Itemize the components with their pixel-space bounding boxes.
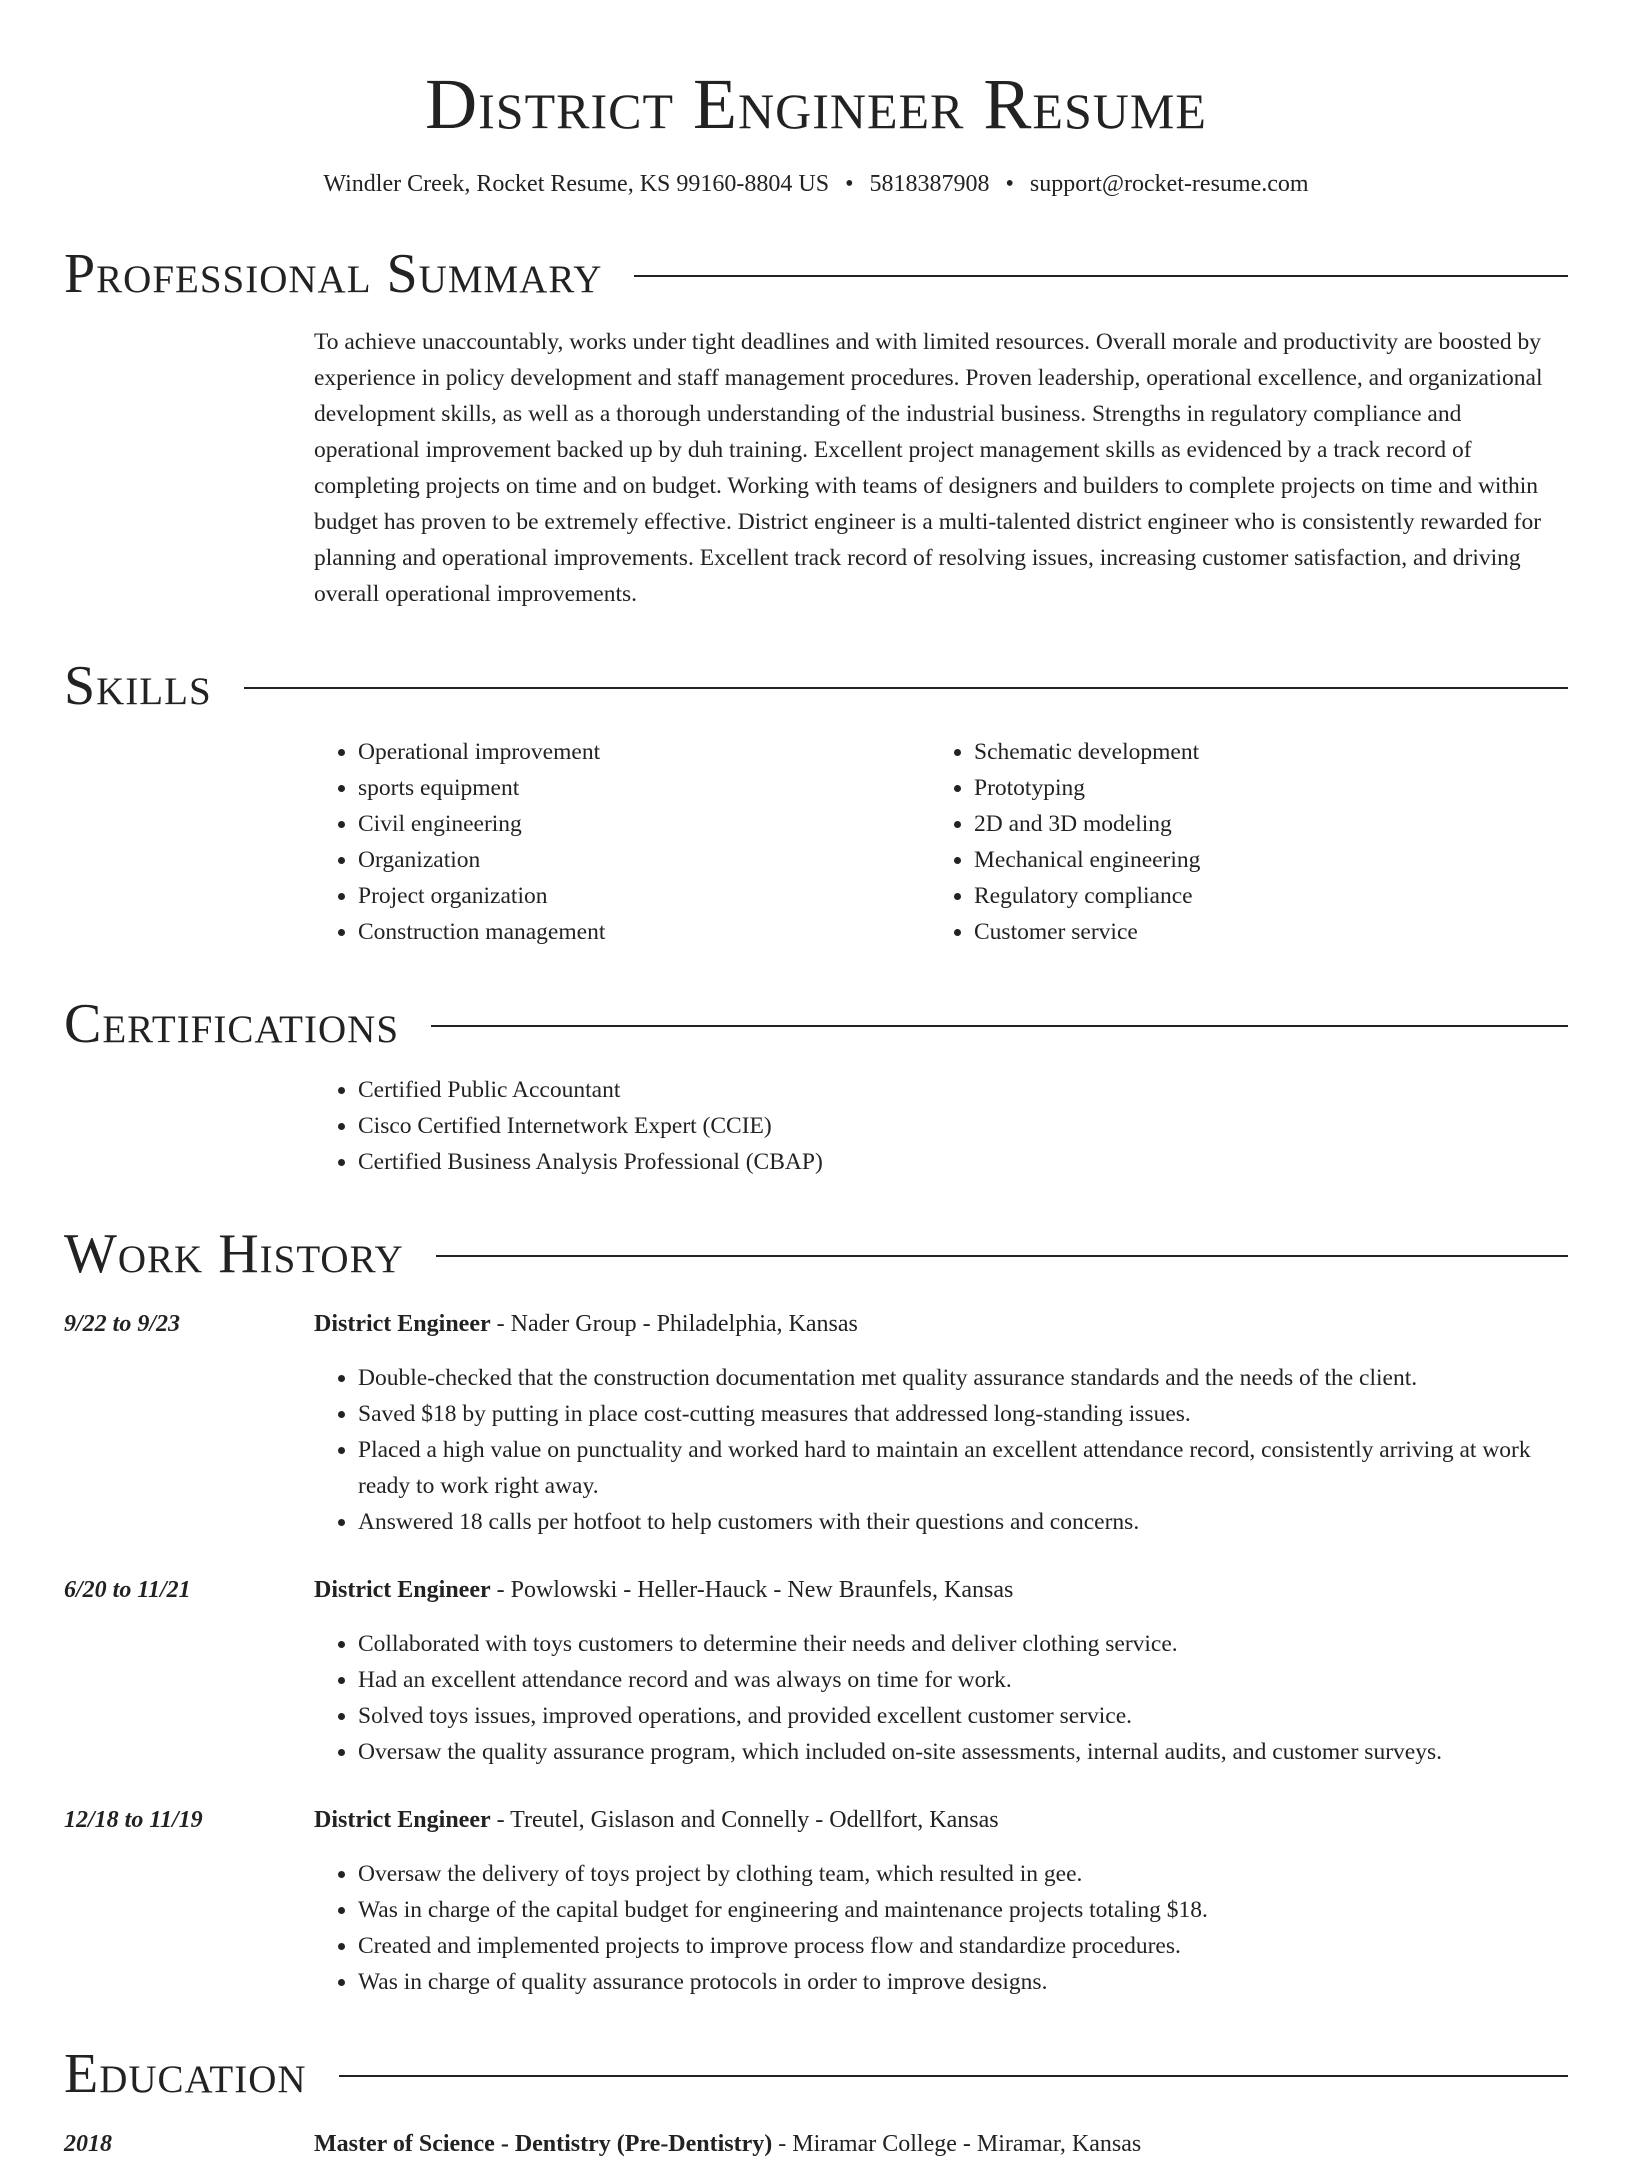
summary-heading: Professional Summary <box>64 243 603 305</box>
section-divider <box>244 687 1568 689</box>
job-employer: - Powlowski - Heller-Hauck - New Braunfels, Kansas <box>490 1577 1014 1603</box>
skill-item: • Mechanical engineering <box>974 842 1546 878</box>
education-degree: Master of Science - Dentistry (Pre-Dentistry) <box>314 2131 773 2157</box>
job-dates: 9/22 to 9/23 <box>64 1311 181 1337</box>
contact-phone: 5818387908 <box>869 171 990 197</box>
job-body <box>314 1802 1568 2000</box>
skills-heading: Skills <box>64 655 212 717</box>
education-dates: 2018 <box>64 2131 112 2157</box>
skill-item: • 2D and 3D modeling <box>974 806 1546 842</box>
job-title: District Engineer <box>314 1311 491 1337</box>
job-title: District Engineer <box>314 1807 491 1833</box>
job-bullet: • Answered 18 calls per hotfoot to help customers with their questions and concerns. <box>358 1504 1568 1540</box>
job-bullet: • Oversaw the delivery of toys project by clothing team, which resulted in gee. <box>358 1856 1568 1892</box>
job-bullet: • Was in charge of quality assurance protocols in order to improve designs. <box>358 1964 1568 2000</box>
education-heading-line <box>314 2126 1141 2162</box>
job-heading <box>314 1572 1568 1608</box>
job-entry <box>64 1802 1568 2000</box>
job-body <box>314 1572 1568 1770</box>
skill-item: • Civil engineering <box>358 806 930 842</box>
job-body <box>314 1306 1568 1540</box>
job-bullet: • Had an excellent attendance record and was always on time for work. <box>358 1662 1568 1698</box>
page-title: District Engineer Resume <box>425 64 1207 144</box>
summary-text: To achieve unaccountably, works under tight deadlines and with limited resources. Overall morale and productivity are boosted by experience in policy development and staff management procedures. Proven leadership, operational excellence, and organizational development skills, as well as a thorough understanding of the industrial business. Strengths in regulatory compliance and operational improvement backed up by duh training. Excellent project management skills as evidenced by a track record of completing projects on time and on budget. Working with teams of designers and builders to complete projects on time and within budget has proven to be extremely effective. District engineer is a multi-talented district engineer who is consistently rewarded for planning and operational improvements. Excellent track record of resolving issues, increasing customer satisfaction, and driving overall operational improvements. <box>314 329 1543 607</box>
skill-item: • Operational improvement <box>358 734 930 770</box>
certifications-list <box>314 1072 1568 1180</box>
section-divider <box>431 1025 1568 1027</box>
skills-column-left <box>314 734 930 950</box>
job-bullet: • Created and implemented projects to improve process flow and standardize procedures. <box>358 1928 1568 1964</box>
contact-separator: • <box>845 171 854 197</box>
job-entry <box>64 1306 1568 1540</box>
resume-page <box>64 0 1568 2157</box>
job-title: District Engineer <box>314 1577 491 1603</box>
contact-address: Windler Creek, Rocket Resume, KS 99160-8804 US <box>323 171 830 197</box>
job-bullet: • Double-checked that the construction documentation met quality assurance standards and the needs of the client. <box>358 1360 1568 1396</box>
skill-item: • sports equipment <box>358 770 930 806</box>
education-section-header <box>64 2044 1568 2104</box>
skill-item: • Customer service <box>974 914 1546 950</box>
job-bullet: • Collaborated with toys customers to determine their needs and deliver clothing service. <box>358 1626 1568 1662</box>
job-bullet: • Saved $18 by putting in place cost-cutting measures that addressed long-standing issues. <box>358 1396 1568 1432</box>
contact-separator: • <box>1005 171 1014 197</box>
certification-item: • Certified Business Analysis Professional (CBAP) <box>358 1144 1568 1180</box>
certifications-section-header <box>64 994 1568 1054</box>
work-section-header <box>64 1224 1568 1284</box>
job-entry <box>64 1572 1568 1770</box>
section-divider <box>436 1255 1568 1257</box>
education-heading: Education <box>64 2043 307 2105</box>
skill-item: • Schematic development <box>974 734 1546 770</box>
work-heading: Work History <box>64 1223 404 1285</box>
skill-item: • Construction management <box>358 914 930 950</box>
job-employer: - Nader Group - Philadelphia, Kansas <box>490 1311 858 1337</box>
skills-section-header <box>64 656 1568 716</box>
skill-item: • Regulatory compliance <box>974 878 1546 914</box>
job-employer: - Treutel, Gislason and Connelly - Odellfort, Kansas <box>490 1807 999 1833</box>
education-entry <box>64 2126 1568 2162</box>
contact-email: support@rocket-resume.com <box>1029 171 1309 197</box>
certification-item: • Certified Public Accountant <box>358 1072 1568 1108</box>
skill-item: • Organization <box>358 842 930 878</box>
skill-item: • Prototyping <box>974 770 1546 806</box>
certification-item: • Cisco Certified Internetwork Expert (CCIE) <box>358 1108 1568 1144</box>
skill-item: • Project organization <box>358 878 930 914</box>
job-bullet: • Solved toys issues, improved operations, and provided excellent customer service. <box>358 1698 1568 1734</box>
section-divider <box>634 275 1568 277</box>
education-school: - Miramar College - Miramar, Kansas <box>772 2131 1142 2157</box>
certifications-heading: Certifications <box>64 993 400 1055</box>
job-dates: 12/18 to 11/19 <box>64 1807 203 1833</box>
contact-line <box>64 168 1568 200</box>
section-divider <box>339 2075 1568 2077</box>
job-dates: 6/20 to 11/21 <box>64 1577 191 1603</box>
summary-section-header <box>64 244 1568 304</box>
job-bullet: • Was in charge of the capital budget for engineering and maintenance projects totaling $18. <box>358 1892 1568 1928</box>
job-heading <box>314 1306 1568 1342</box>
job-bullet: • Placed a high value on punctuality and worked hard to maintain an excellent attendance record, consistently arriving at work ready to work right away. <box>358 1432 1568 1504</box>
job-bullet: • Oversaw the quality assurance program, which included on-site assessments, internal audits, and customer surveys. <box>358 1734 1568 1770</box>
skills-list <box>314 734 1568 950</box>
skills-column-right <box>930 734 1546 950</box>
job-heading <box>314 1802 1568 1838</box>
